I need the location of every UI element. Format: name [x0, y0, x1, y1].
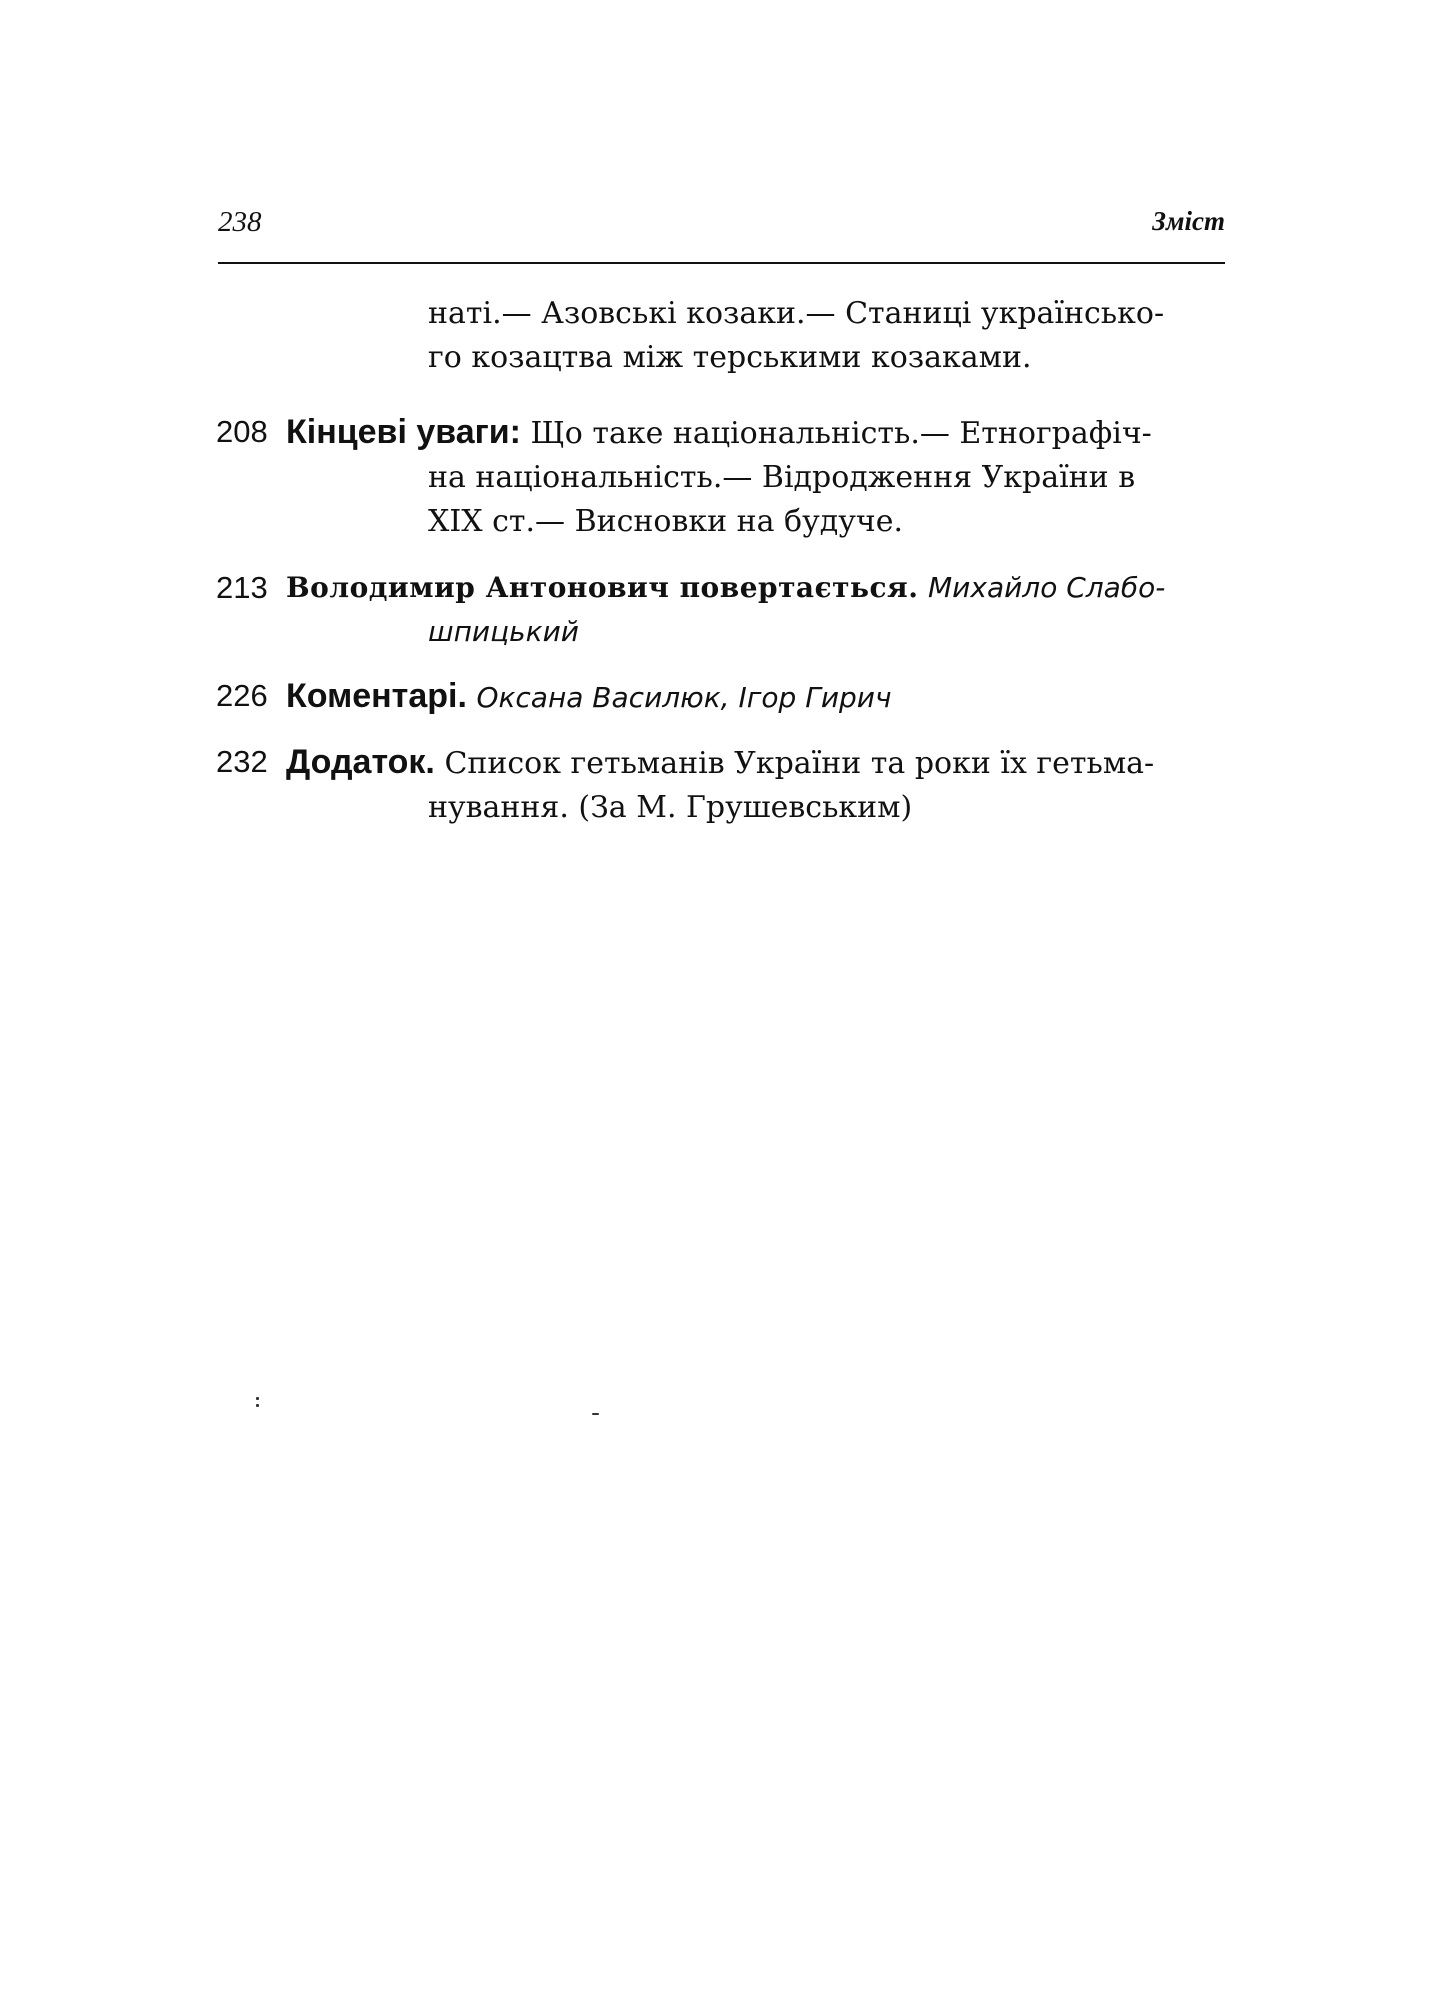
scan-speck [592, 1413, 599, 1415]
table-of-contents [216, 292, 1226, 830]
toc-entry-author: Михайло Слабо- [928, 571, 1166, 604]
toc-entry-author: Оксана Василюк, Ігор Гирич [476, 681, 892, 714]
toc-entry-213 [216, 566, 1226, 654]
page-header [218, 196, 1225, 266]
toc-entry-text: XIX ст.— Висновки на будуче. [428, 504, 904, 539]
toc-page-number: 226 [216, 678, 268, 713]
toc-page-number: 208 [216, 414, 268, 449]
toc-entry-title: Додаток. [286, 743, 435, 781]
toc-entry-232 [216, 740, 1226, 830]
scan-speck [256, 1404, 259, 1407]
toc-entry-text: нування. (За М. Грушевським) [428, 790, 913, 825]
toc-entry-title: Коментарі. [286, 677, 467, 715]
toc-entry-title: Кінцеві уваги: [286, 413, 521, 451]
toc-entry-text: Що таке національність.— Етнографіч- [530, 416, 1152, 451]
toc-entry-author: шпицький [428, 615, 579, 648]
toc-page-number: 232 [216, 744, 268, 779]
toc-entry-226 [216, 674, 1226, 720]
toc-entry-title: Володимир Антонович повертається. [286, 571, 919, 604]
toc-entry-208 [216, 410, 1226, 544]
toc-entry-text: Список гетьманів України та роки їх гетьма- [444, 746, 1155, 781]
scan-speck [256, 1397, 259, 1400]
page-number: 238 [218, 206, 262, 238]
header-rule [218, 262, 1225, 264]
running-title: Зміст [1152, 206, 1225, 236]
toc-entry-continuation [216, 292, 1226, 380]
toc-continuation-line-1: наті.— Азовські козаки.— Станиці українсько- [428, 296, 1165, 331]
toc-entry-text: на національність.— Відродження України в [428, 460, 1136, 495]
toc-continuation-line-2: го козацтва між терськими козаками. [428, 340, 1032, 375]
toc-page-number: 213 [216, 570, 268, 605]
